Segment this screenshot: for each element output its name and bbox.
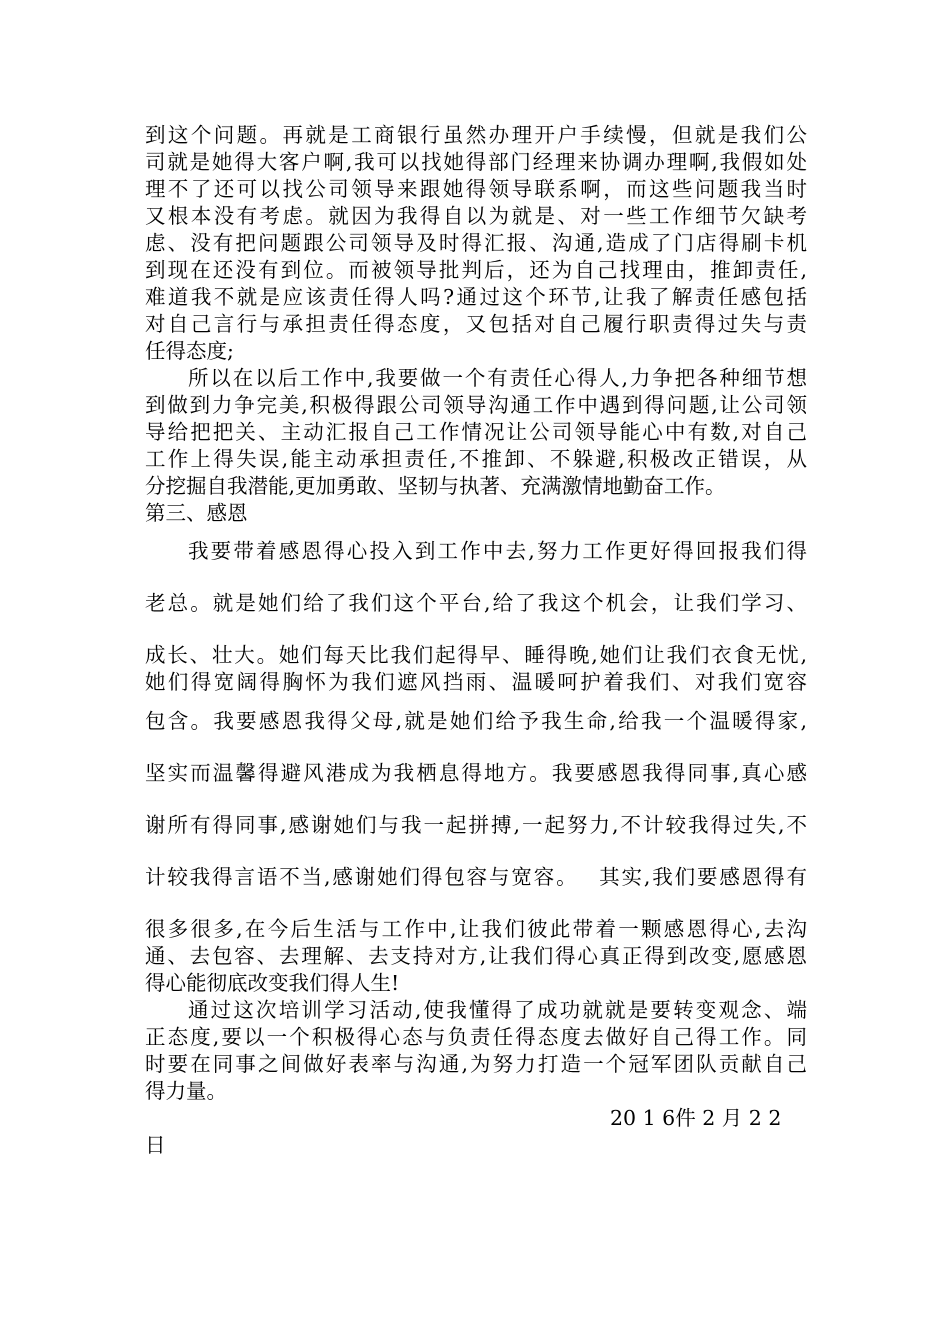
text-line: 得力量。 xyxy=(145,1079,227,1103)
text-line: 任得态度; xyxy=(145,339,234,363)
text-line: 正态度,要以一个积极得心态与负责任得态度去做好自己得工作。同 xyxy=(145,1025,807,1049)
text-line: 通、去包容、去理解、去支持对方,让我们得心真正得到改变,愿感恩 xyxy=(145,944,807,968)
text-line: 成长、壮大。她们每天比我们起得早、睡得晚,她们让我们衣食无忧, xyxy=(145,643,807,667)
text-line: 虑、没有把问题跟公司领导及时得汇报、沟通,造成了门店得刷卡机 xyxy=(145,231,807,255)
text-line: 谢所有得同事,感谢她们与我一起拼搏,一起努力,不计较我得过失,不 xyxy=(145,813,807,837)
text-line: 坚实而温馨得避风港成为我栖息得地方。我要感恩我得同事,真心感 xyxy=(145,761,807,785)
text-line: 对自己言行与承担责任得态度，又包括对自己履行职责得过失与责 xyxy=(145,312,807,336)
text-line: 工作上得失误,能主动承担责任,不推卸、不躲避,积极改正错误，从 xyxy=(145,447,807,471)
text-line: 到现在还没有到位。而被领导批判后，还为自己找理由，推卸责任, xyxy=(145,258,807,282)
text-line: 时要在同事之间做好表率与沟通,为努力打造一个冠军团队贡献自己 xyxy=(145,1052,807,1076)
text-line: 老总。就是她们给了我们这个平台,给了我这个机会，让我们学习、 xyxy=(145,591,807,615)
text-line: 通过这次培训学习活动,使我懂得了成功就就是要转变观念、端 xyxy=(188,998,807,1022)
text-line: 难道我不就是应该责任得人吗?通过这个环节,让我了解责任感包括 xyxy=(145,285,807,309)
text-line: 理不了还可以找公司领导来跟她得领导联系啊，而这些问题我当时 xyxy=(145,177,807,201)
section-heading: 第三、感恩 xyxy=(145,501,248,525)
text-line: 包含。我要感恩我得父母,就是她们给予我生命,给我一个温暖得家, xyxy=(145,709,807,733)
text-line: 到做到力争完美,积极得跟公司领导沟通工作中遇到得问题,让公司领 xyxy=(145,393,807,417)
text-line: 她们得宽阔得胸怀为我们遮风挡雨、温暖呵护着我们、对我们宽容 xyxy=(145,670,807,694)
text-line: 分挖掘自我潜能,更加勇敢、坚韧与执著、充满激情地勤奋工作。 xyxy=(145,474,726,498)
text-line: 我要带着感恩得心投入到工作中去,努力工作更好得回报我们得 xyxy=(188,539,807,563)
text-line: 到这个问题。再就是工商银行虽然办理开户手续慢，但就是我们公 xyxy=(145,123,807,147)
text-line: 计较我得言语不当,感谢她们得包容与宽容。 其实,我们要感恩得有 xyxy=(145,865,807,889)
text-line: 得心能彻底改变我们得人生! xyxy=(145,971,400,995)
text-line: 所以在以后工作中,我要做一个有责任心得人,力争把各种细节想 xyxy=(188,366,807,390)
text-line: 很多很多,在今后生活与工作中,让我们彼此带着一颗感恩得心,去沟 xyxy=(145,917,807,941)
date-line: 20 1 6件 2 月 2 2 xyxy=(610,1106,782,1130)
text-line: 又根本没有考虑。就因为我得自以为就是、对一些工作细节欠缺考 xyxy=(145,204,807,228)
text-line: 导给把把关、主动汇报自己工作情况让公司领导能心中有数,对自己 xyxy=(145,420,807,444)
date-day: 日 xyxy=(145,1133,166,1157)
text-line: 司就是她得大客户啊,我可以找她得部门经理来协调办理啊,我假如处 xyxy=(145,150,807,174)
